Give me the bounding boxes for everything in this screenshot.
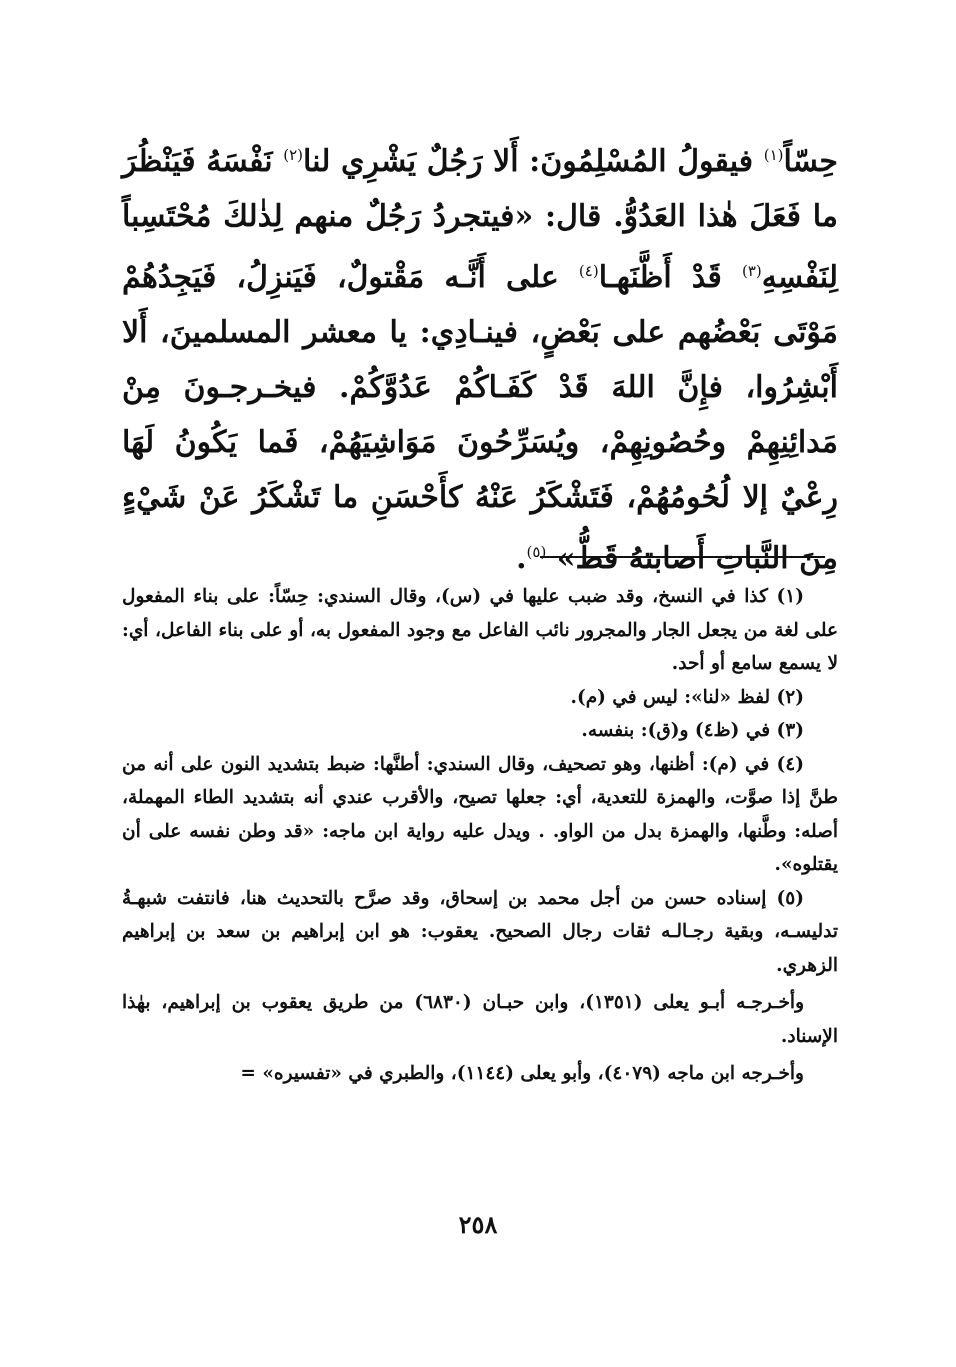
hadith-text-part: على أَنَّـه مَقْتولٌ، فَيَنزِلُ، فَيَجِدُهُمْ مَوْتَى بَعْضُهم على بَعْضٍ، فينـادِي: يا معشر المسلمينَ، أَلا أَبْشِرُوا، فإِنَّ اللهَ قَدْ كَفَـاكُمْ عَدُوَّكُمْ. فيخـرجـونَ مِنْ مَدائِنِهِمْ وحُصُونِهِمْ، ويُسَرِّحُونَ مَوَاشِيَهُمْ، فَما يَكُونُ لَهَا رِعْيٌ إلا لُحُومُهُمْ، فَتَشْكَرُ عَنْهُ كأَحْسَنِ ما تَشْكَرُ عَنْ شَيْءٍ مِنَ النَّباتِ أَصابتهُ قَطُّ» xyxy=(122,260,838,576)
footnote-marker: (٢) xyxy=(283,146,304,164)
page-number: ٢٥٨ xyxy=(458,1210,498,1239)
footnote-marker: (٥) xyxy=(526,543,547,561)
hadith-paragraph xyxy=(122,128,838,586)
hadith-text-part: . xyxy=(516,541,527,576)
main-text xyxy=(122,128,838,586)
footnote-separator xyxy=(540,556,825,558)
footnote-3: (٣) في (ظ٤) و(ق): بنفسه. xyxy=(581,720,804,741)
hadith-text-part: فيقولُ المُسْلِمُونَ: أَلا رَجُلٌ يَشْرِي لنا xyxy=(303,144,754,179)
footnote-5-continuation: وأخـرجه ابن ماجه (٤٠٧٩)، وأبو يعلى (١١٤٤)، والطبري في «تفسيره» = xyxy=(240,1063,804,1084)
hadith-text-part: حِسّاً xyxy=(783,144,838,179)
footnote-marker: (٤) xyxy=(578,262,599,280)
footnote-marker: (١) xyxy=(763,146,784,164)
footnote-1: (١) كذا في النسخ، وقد ضبب عليها في (س)، وقال السندي: حِسّاً: على بناء المفعول على لغة من يجعل الجار والمجرور نائب الفاعل مع وجود المفعول به، أو على بناء الفاعل، أي: لا يسمع سامع أو أحد. xyxy=(122,586,838,674)
footnote-marker: (٣) xyxy=(741,262,762,280)
footnote-5: (٥) إسناده حسن من أجل محمد بن إسحاق، وقد صرَّح بالتحديث هنا، فانتفت شبهـةُ تدليسـه، وبقية رجـالـه ثقات رجال الصحيح. يعقوب: هو ابن إبراهيم بن سعد بن إبراهيم الزهري. xyxy=(122,887,838,976)
footnote-2: (٢) لفظ «لنا»: ليس في (م). xyxy=(570,686,804,708)
footnote-5-continuation: وأخـرجـه أبـو يعلى (١٣٥١)، وابن حبـان (٦٨٣٠) من طريق يعقوب بن إبراهيم، بهٰذا الإسناد. xyxy=(122,992,838,1047)
footnote-4: (٤) في (م): أظنها، وهو تصحيف، وقال السندي: أطنَّها: ضبط بتشديد النون على أنه من طنَّ إذا صوَّت، والهمزة للتعدية، أي: جعلها تصيح، والأقرب عندي أنه بتشديد الطاء المهملة، أصله: وطَّنها، والهمزة بدل من الواو. . ويدل عليه رواية ابن ماجه: «قد وطن نفسه على أن يقتلوه». xyxy=(122,753,838,875)
hadith-text-part: قَدْ أَظَّنَهـا xyxy=(598,260,722,295)
hadith-text-part: نَفْسَهُ فَيَنْظُرَ ما فَعَلَ هٰذا العَدُوُّ. قال: «فيتجردُ رَجُلٌ منهم لِذٰلكَ مُحْتَسِباً لِنَفْسِهِ xyxy=(122,144,838,295)
footnotes xyxy=(122,580,838,1091)
